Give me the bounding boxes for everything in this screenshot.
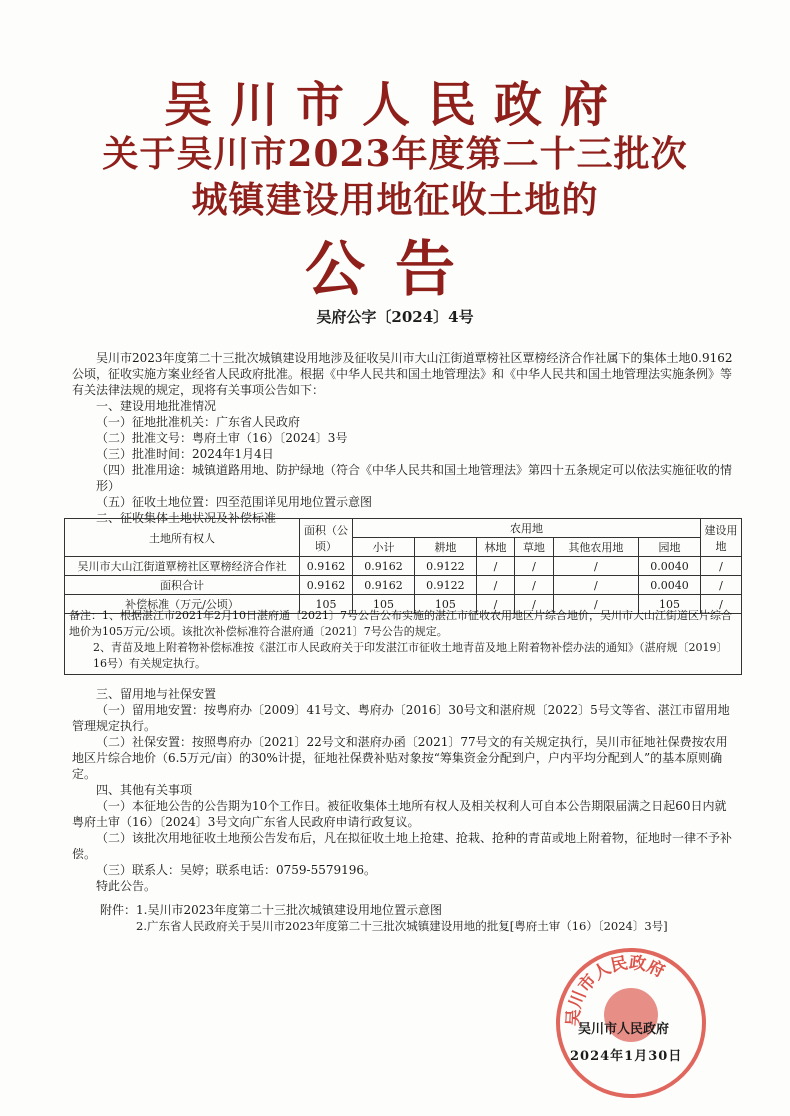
- table-cell: 0.9162: [300, 557, 353, 576]
- table-cell: /: [701, 595, 742, 614]
- title-line-3: 城镇建设用地征收土地的: [191, 179, 599, 221]
- col-build-header: 建设用地: [701, 519, 742, 557]
- section-1-heading: 一、建设用地批准情况: [96, 399, 217, 413]
- table-cell: 0.9162: [353, 576, 415, 595]
- col-sub-header: 耕地: [414, 538, 476, 557]
- section-3-para: （二）社保安置：按照粤府办〔2021〕22号文和湛府办函〔2021〕77号文的有关规定执行，吴川市征地社保费按农用地区片综合地价（6.5万元/亩）的30%计提，征地社保费补贴对象按“筹集资金分配到户，户内平均分配到人”的基本原则确定。: [72, 735, 728, 781]
- section-1-item: （三）批准时间：2024年1月4日: [96, 447, 274, 461]
- section-4-para: （一）本征地公告的公告期为10个工作日。被征收集体土地所有权人及相关权利人可自本公告期限届满之日起60日内就粤府土审（16）〔2024〕3号文向广东省人民政府申请行政复议。: [72, 799, 727, 829]
- title-line-1: 吴川市人民政府: [163, 77, 626, 133]
- table-cell: /: [553, 557, 638, 576]
- table-cell: 0.0040: [639, 557, 701, 576]
- table-cell: /: [515, 576, 553, 595]
- table-cell: 0.9162: [300, 576, 353, 595]
- section-1-item: （四）批准用途：城镇道路用地、防护绿地（符合《中华人民共和国土地管理法》第四十五条规定可以依法实施征收的情形）: [96, 463, 733, 493]
- table-cell: /: [476, 576, 514, 595]
- table-cell: /: [553, 595, 638, 614]
- table-cell: 105: [639, 595, 701, 614]
- section-4-para: （二）该批次用地征收土地预公告发布后，凡在拟征收土地上抢建、抢栽、抢种的青苗或地上附着物，征地时一律不予补偿。: [72, 831, 733, 861]
- col-sub-header: 其他农用地: [553, 538, 638, 557]
- note-2: 2、青苗及地上附着物补偿标准按《湛江市人民政府关于印发湛江市征收土地青苗及地上附着物补偿办法的通知》（湛府规〔2019〕16号）有关规定执行。: [93, 641, 728, 670]
- table-cell: 吴川市大山江街道覃榜社区覃榜经济合作社: [65, 557, 300, 576]
- table-cell: 0.0040: [639, 576, 701, 595]
- col-sub-header: 小计: [353, 538, 415, 557]
- note-1: 备注：1、根据湛江市2021年2月10日湛府通〔2021〕7号公告公布实施的湛江市征收农用地区片综合地价，吴川市大山江街道区片综合地价为105万元/公顷。该批次补偿标准符合湛府通〔2021〕7号公告的规定。: [69, 609, 732, 638]
- sections-3-4: [72, 686, 738, 894]
- section-1-item: （五）征收土地位置：四至范围详见用地位置示意图: [96, 495, 373, 509]
- attachment-2: 2.广东省人民政府关于吴川市2023年度第二十三批次城镇建设用地的批复[粤府土审（16）〔2024〕3号]: [136, 919, 668, 933]
- attachments: [100, 902, 760, 934]
- document-number: 吴府公字〔2024〕4号: [316, 308, 474, 326]
- section-4-heading: 四、其他有关事项: [96, 783, 193, 797]
- table-cell: 105: [414, 595, 476, 614]
- svg-text:吴川市人民政府: 吴川市人民政府: [563, 953, 668, 1027]
- table-notes: [64, 606, 742, 675]
- table-cell: 105: [300, 595, 353, 614]
- table-cell: /: [515, 557, 553, 576]
- title-line-4: 公告: [305, 235, 485, 305]
- table-cell: /: [476, 557, 514, 576]
- section-2-heading: 二、征收集体土地状况及补偿标准: [96, 511, 277, 525]
- land-table: [64, 518, 742, 614]
- col-sub-header: 林地: [476, 538, 514, 557]
- attachment-1: 附件：1.吴川市2023年度第二十三批次城镇建设用地位置示意图: [100, 903, 442, 917]
- table-cell: 0.9162: [353, 557, 415, 576]
- issuer-name: 吴川市人民政府: [578, 1022, 670, 1037]
- issue-date: 2024年1月30日: [570, 1049, 683, 1064]
- col-sub-header: 草地: [515, 538, 553, 557]
- table-cell: /: [476, 595, 514, 614]
- closing-line: 特此公告。: [96, 879, 157, 893]
- table-cell: 面积合计: [65, 576, 300, 595]
- section-1-item: （二）批准文号：粤府土审（16）〔2024〕3号: [96, 431, 348, 445]
- table-cell: /: [515, 595, 553, 614]
- intro-block: [72, 350, 738, 526]
- col-agri-header: 农用地: [353, 519, 701, 538]
- table-cell: 补偿标准（万元/公顷）: [65, 595, 300, 614]
- table-cell: /: [701, 576, 742, 595]
- col-owner-header: 土地所有权人: [65, 519, 300, 557]
- table-row: [65, 557, 742, 576]
- intro-paragraph: 吴川市2023年度第二十三批次城镇建设用地涉及征收吴川市大山江街道覃榜社区覃榜经济合作社属下的集体土地0.9162公顷，征收实施方案业经省人民政府批准。根据《中华人民共和国土地管理法》和《中华人民共和国土地管理法实施条例》等有关法律法规的规定，现将有关事项公告如下：: [72, 351, 733, 397]
- title-line-2: 关于吴川市2023年度第二十三批次: [102, 133, 688, 175]
- table-cell: 105: [353, 595, 415, 614]
- table-cell: /: [553, 576, 638, 595]
- section-3-para: （一）留用地安置：按粤府办〔2009〕41号文、粤府办〔2016〕30号文和湛府规〔2022〕5号文等省、湛江市留用地管理规定执行。: [72, 703, 730, 733]
- section-1-item: （一）征地批准机关：广东省人民政府: [96, 415, 301, 429]
- table-cell: /: [701, 557, 742, 576]
- table-cell: 0.9122: [414, 557, 476, 576]
- col-sub-header: 园地: [639, 538, 701, 557]
- section-3-heading: 三、留用地与社保安置: [96, 687, 217, 701]
- col-area-header: 面积（公顷）: [300, 519, 353, 557]
- section-4-para: （三）联系人：吴婷；联系电话：0759-5579196。: [96, 863, 377, 877]
- table-row: [65, 576, 742, 595]
- table-cell: 0.9122: [414, 576, 476, 595]
